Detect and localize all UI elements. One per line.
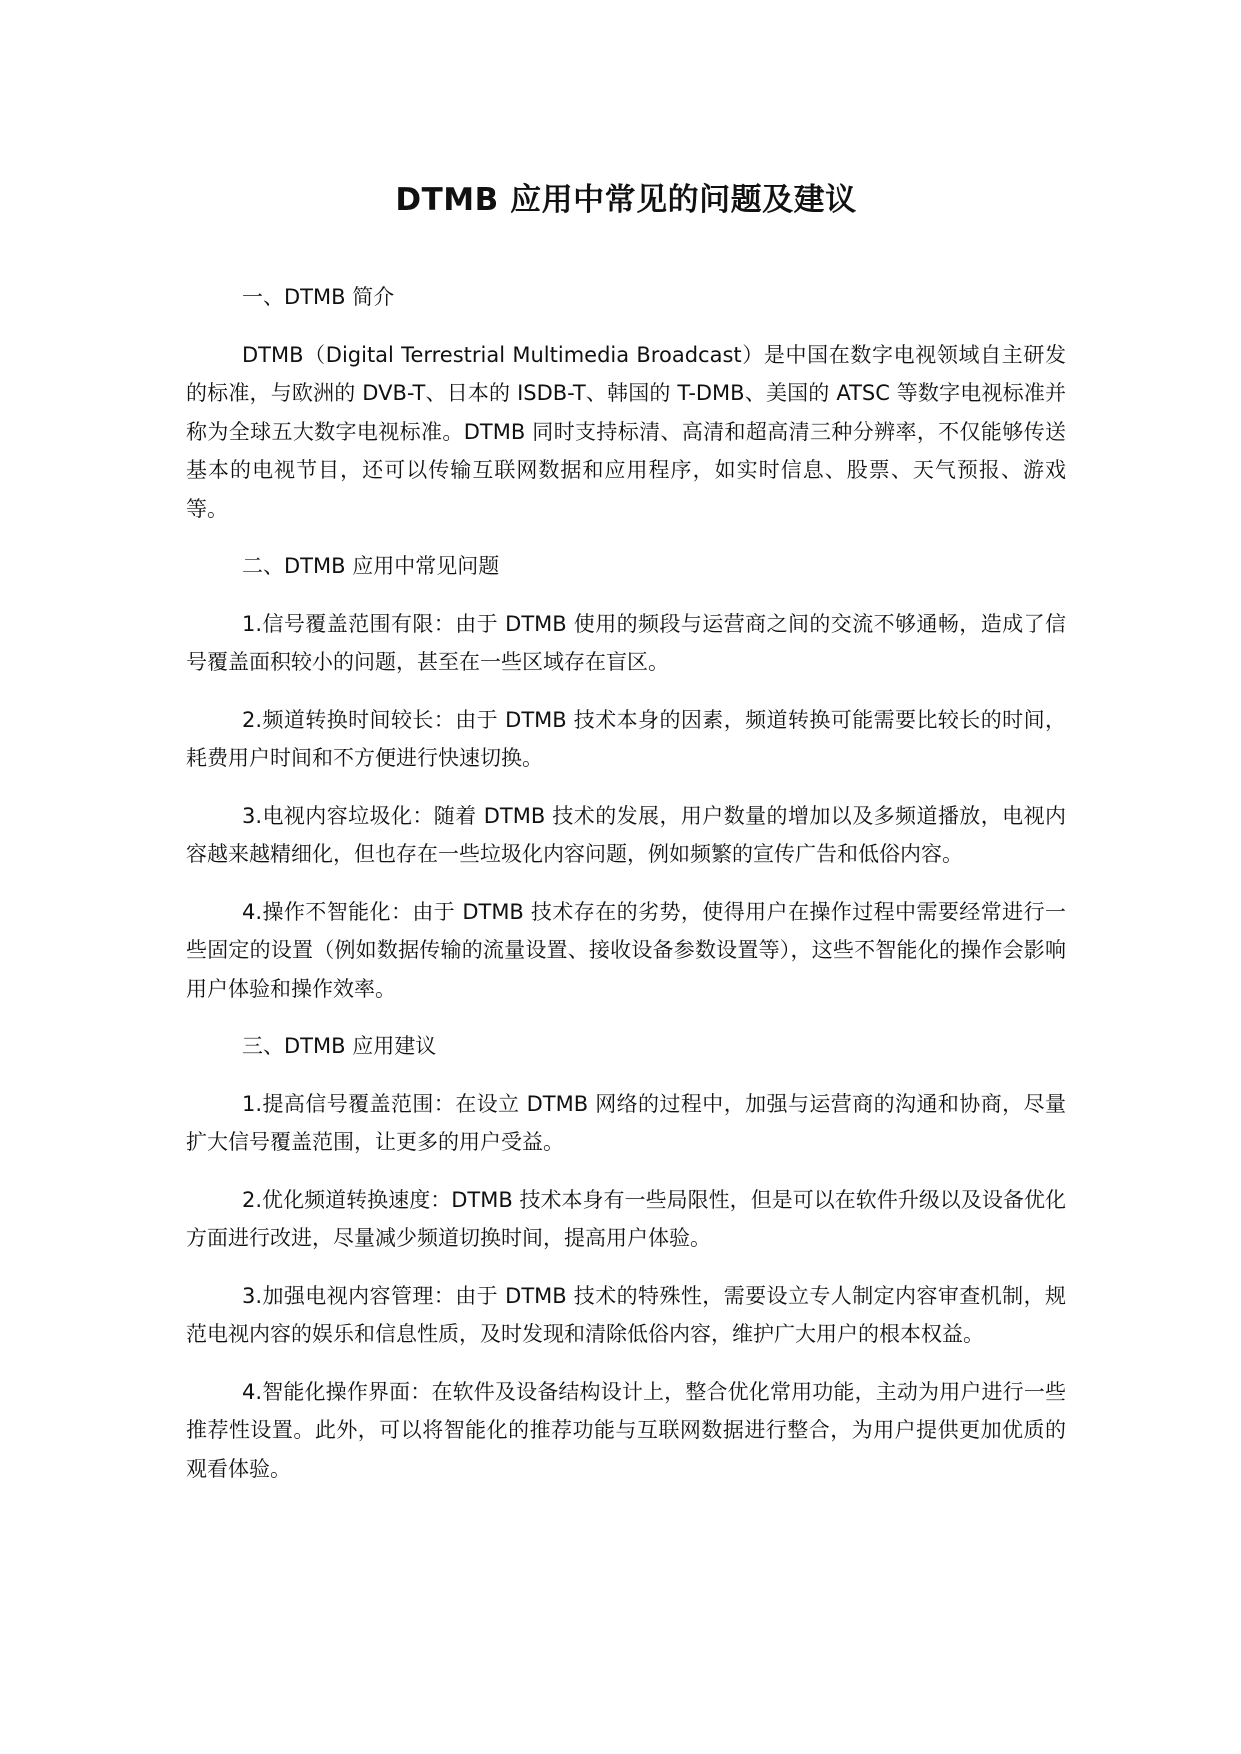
paragraph-suggestion-2: 2.优化频道转换速度：DTMB 技术本身有一些局限性，但是可以在软件升级以及设备优化方面进行改进，尽量减少频道切换时间，提高用户体验。 bbox=[186, 1187, 1066, 1250]
paragraph-suggestion-4: 4.智能化操作界面：在软件及设备结构设计上，整合优化常用功能，主动为用户进行一些推荐性设置。此外，可以将智能化的推荐功能与互联网数据进行整合，为用户提供更加优质的观看体验。 bbox=[186, 1379, 1066, 1481]
paragraph-problem-2: 2.频道转换时间较长：由于 DTMB 技术本身的因素，频道转换可能需要比较长的时间，耗费用户时间和不方便进行快速切换。 bbox=[186, 707, 1066, 770]
section-heading-problems: 二、DTMB 应用中常见问题 bbox=[242, 554, 500, 578]
paragraph-suggestion-3: 3.加强电视内容管理：由于 DTMB 技术的特殊性，需要设立专人制定内容审查机制，规范电视内容的娱乐和信息性质，及时发现和清除低俗内容，维护广大用户的根本权益。 bbox=[186, 1283, 1066, 1346]
section-heading-intro: 一、DTMB 简介 bbox=[242, 285, 395, 309]
paragraph-problem-1: 1.信号覆盖范围有限：由于 DTMB 使用的频段与运营商之间的交流不够通畅，造成了信号覆盖面积较小的问题，甚至在一些区域存在盲区。 bbox=[186, 611, 1066, 674]
paragraph-problem-3: 3.电视内容垃圾化：随着 DTMB 技术的发展，用户数量的增加以及多频道播放，电视内容越来越精细化，但也存在一些垃圾化内容问题，例如频繁的宣传广告和低俗内容。 bbox=[186, 803, 1066, 866]
document-title: DTMB 应用中常见的问题及建议 bbox=[395, 182, 857, 218]
paragraph-problem-4: 4.操作不智能化：由于 DTMB 技术存在的劣势，使得用户在操作过程中需要经常进行一些固定的设置（例如数据传输的流量设置、接收设备参数设置等），这些不智能化的操作会影响用户体验和操作效率。 bbox=[186, 899, 1066, 1001]
document-body bbox=[186, 278, 1066, 1507]
section-heading-suggestions: 三、DTMB 应用建议 bbox=[242, 1034, 437, 1058]
paragraph-suggestion-1: 1.提高信号覆盖范围：在设立 DTMB 网络的过程中，加强与运营商的沟通和协商，尽量扩大信号覆盖范围，让更多的用户受益。 bbox=[186, 1091, 1066, 1154]
paragraph-intro: DTMB（Digital Terrestrial Multimedia Broadcast）是中国在数字电视领域自主研发的标准，与欧洲的 DVB-T、日本的 ISDB-T、韩国的 T-DMB、美国的 ATSC 等数字电视标准并称为全球五大数字电视标准。DTMB 同时支持标清、高清和超高清三种分辨率，不仅能够传送基本的电视节目，还可以传输互联网数据和应用程序，如实时信息、股票、天气预报、游戏等。 bbox=[186, 342, 1066, 521]
